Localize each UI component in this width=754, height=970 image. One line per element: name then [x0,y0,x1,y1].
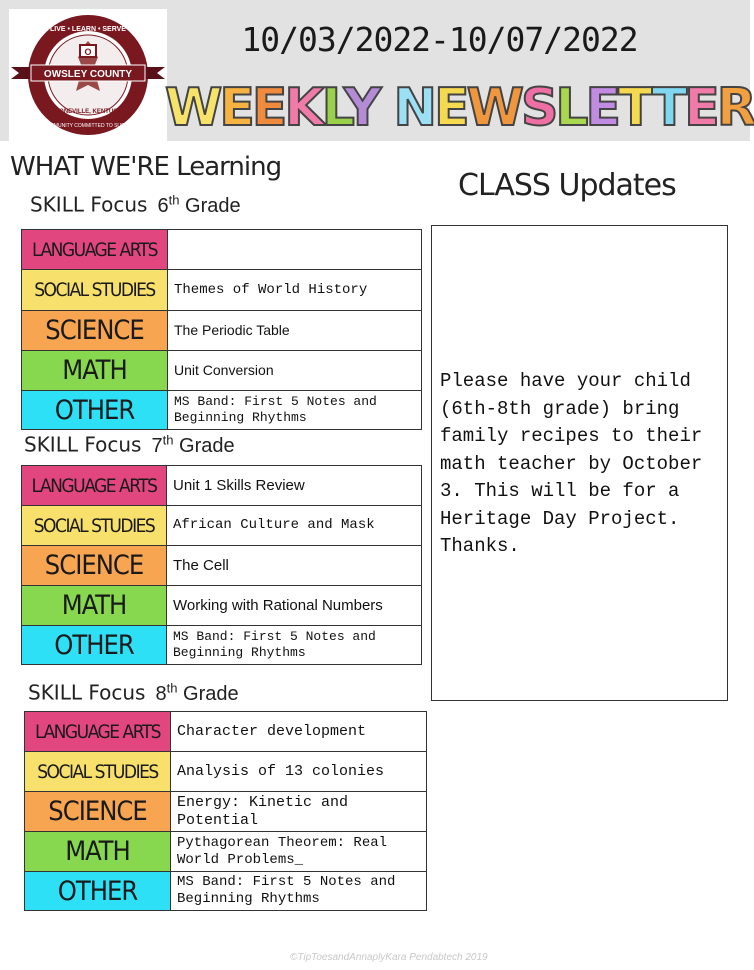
skill-focus-label: SKILL Focus [28,680,146,705]
skill-focus-heading [28,680,239,706]
title-letter: Y [343,78,379,138]
title-letter: L [321,78,344,138]
svg-text:O: O [84,47,92,57]
svg-text:• LIVE • LEARN • SERVE •: • LIVE • LEARN • SERVE • [45,26,131,33]
table-row [22,391,421,430]
subject-tag-language-arts: LANGUAGE ARTS [25,712,171,751]
school-logo [9,9,167,141]
date-range: 10/03/2022-10/07/2022 [241,20,638,59]
topic-cell: Unit 1 Skills Review [173,476,305,494]
subject-tag-other: OTHER [22,626,167,664]
grade-label: 8th Grade [155,680,239,705]
topic-cell: Working with Rational Numbers [173,596,383,614]
grade-label: 7th Grade [151,432,235,457]
skill-focus-heading [24,432,235,458]
skill-focus-label: SKILL Focus [30,192,148,217]
topic-cell: Unit Conversion [174,362,274,379]
subject-tag-science: SCIENCE [22,311,168,350]
title-letter: N [393,78,435,138]
grade-label: 6th Grade [157,192,241,217]
table-row [25,752,426,792]
table-row [22,466,421,506]
svg-text:OWSLEY COUNTY: OWSLEY COUNTY [43,69,133,80]
table-row [22,506,421,546]
table-row [22,351,421,391]
title-letter: S [520,78,556,138]
title-letter: E [585,78,619,138]
topic-cell: MS Band: First 5 Notes and Beginning Rhythms [177,874,396,907]
table-row [25,792,426,832]
subject-tag-social-studies: SOCIAL STUDIES [22,506,167,545]
title-letter: E [684,78,717,138]
table-row [25,832,426,872]
table-row [22,311,421,351]
grade-8-table [24,711,427,911]
title-letter: R [716,78,754,138]
subject-tag-math: MATH [22,351,168,390]
title-letter: T [618,78,652,138]
table-row [22,230,421,270]
subject-tag-math: MATH [22,586,167,625]
table-row [25,872,426,911]
watermark: ©TipToesandAnnaplyKara Pendabtech 2019 [290,952,488,963]
table-row [22,586,421,626]
title-letter: W [466,78,521,138]
class-updates-text: Please have your child (6th-8th grade) bring family recipes to their math teacher by October 3. This will be for a Heritage Day Project. Thanks. [440,370,703,557]
newsletter-title [165,78,754,138]
title-letter: L [555,78,586,138]
skill-focus-heading [30,192,241,218]
table-row [22,626,421,665]
topic-cell: Themes of World History [174,281,368,298]
title-letter: E [434,78,467,138]
grade-7-table [21,465,422,665]
title-letter: E [219,78,252,138]
svg-text:BOONEVILLE, KENTUCKY: BOONEVILLE, KENTUCKY [50,109,126,115]
updates-heading: CLASS Updates [458,168,676,203]
learning-heading: WHAT WE'RE Learning [10,152,282,182]
subject-tag-language-arts: LANGUAGE ARTS [22,230,168,269]
subject-tag-language-arts: LANGUAGE ARTS [22,466,167,505]
topic-cell: The Periodic Table [174,322,290,339]
title-letter: W [165,78,220,138]
subject-tag-other: OTHER [22,391,168,429]
skill-focus-label: SKILL Focus [24,432,142,457]
topic-cell: The Cell [173,556,229,574]
topic-cell: Character development [177,722,367,740]
subject-tag-science: SCIENCE [22,546,167,585]
topic-cell [168,230,421,269]
topic-cell: Energy: Kinetic and Potential [177,793,349,829]
subject-tag-social-studies: SOCIAL STUDIES [22,270,168,310]
svg-text:A COMMUNITY COMMITTED TO SUCCE: A COMMUNITY COMMITTED TO SUCCESS [37,123,139,129]
table-row [22,270,421,311]
title-letter: E [251,78,285,138]
topic-cell: MS Band: First 5 Notes and Beginning Rhythms [174,394,377,425]
topic-cell: Analysis of 13 colonies [177,762,385,780]
title-letter: T [651,78,685,138]
grade-6-table [21,229,422,430]
table-row [25,712,426,752]
school-seal-icon [9,9,167,141]
subject-tag-science: SCIENCE [25,792,171,831]
topic-cell: Pythagorean Theorem: Real World Problems_ [177,834,388,868]
header-band [0,0,754,141]
table-row [22,546,421,586]
class-updates-box [431,225,728,701]
title-letter: K [284,78,322,138]
subject-tag-social-studies: SOCIAL STUDIES [25,752,171,791]
title-letter [378,78,393,138]
subject-tag-math: MATH [25,832,171,871]
topic-cell: African Culture and Mask [173,517,375,534]
subject-tag-other: OTHER [25,872,171,910]
topic-cell: MS Band: First 5 Notes and Beginning Rhythms [173,629,376,660]
